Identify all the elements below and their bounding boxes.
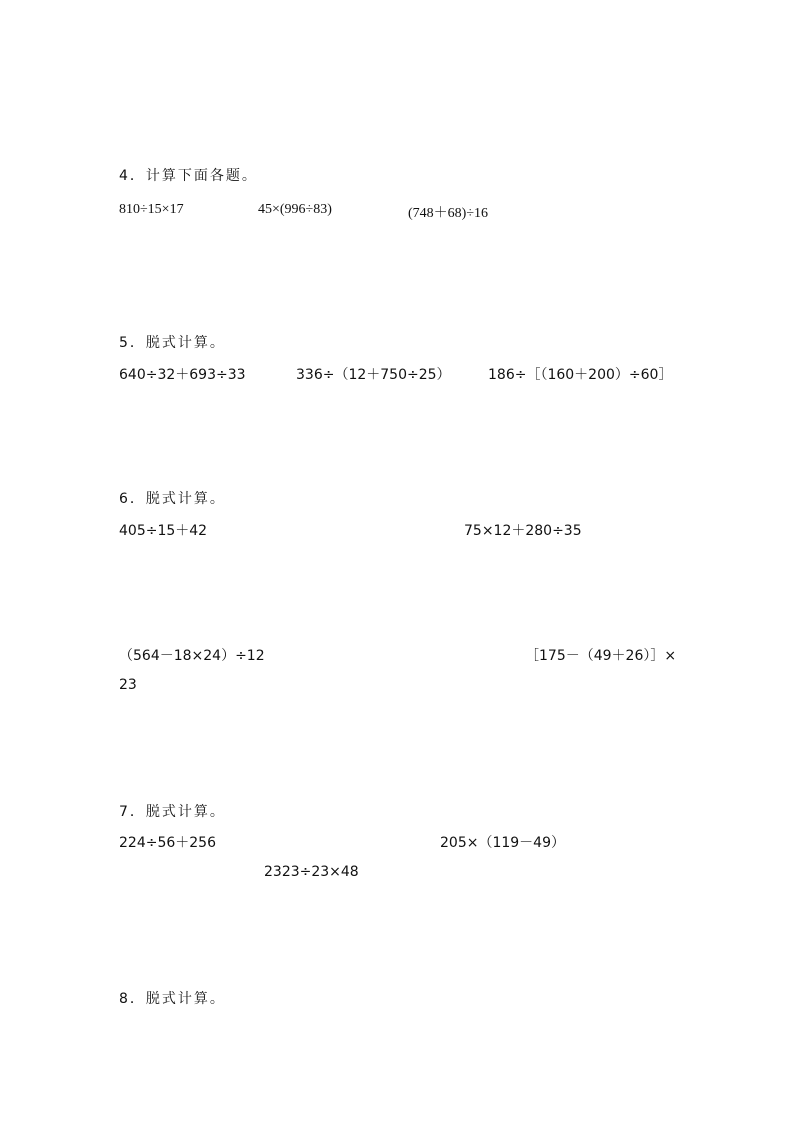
- q4-expr-3: (748＋68)÷16: [408, 206, 489, 221]
- q6-expr-2: 75×12＋280÷35: [464, 523, 582, 539]
- q5-heading: 5．脱式计算。: [119, 335, 226, 351]
- q6-expr-4-line-2: 23: [119, 677, 137, 693]
- q5-expr-3: 186÷［（160＋200）÷60］: [488, 367, 673, 383]
- q5-expr-1: 640÷32＋693÷33: [119, 367, 246, 383]
- q4-expr-1: 810÷15×17: [119, 202, 184, 217]
- q7-expr-3: 2323÷23×48: [264, 864, 359, 880]
- q6-heading: 6．脱式计算。: [119, 491, 226, 507]
- q7-expr-1: 224÷56＋256: [119, 835, 216, 851]
- q8-heading: 8．脱式计算。: [119, 991, 226, 1007]
- q7-heading: 7．脱式计算。: [119, 804, 226, 820]
- q4-expr-2: 45×(996÷83): [258, 202, 332, 217]
- q4-heading: 4．计算下面各题。: [119, 168, 258, 184]
- q6-expr-3: （564－18×24）÷12: [119, 648, 265, 664]
- q7-expr-2: 205×（119－49）: [440, 835, 565, 851]
- q6-expr-1: 405÷15＋42: [119, 523, 208, 539]
- q5-expr-2: 336÷（12＋750÷25）: [296, 367, 451, 383]
- q6-expr-4-line-1: ［175－（49＋26）］×: [525, 648, 677, 664]
